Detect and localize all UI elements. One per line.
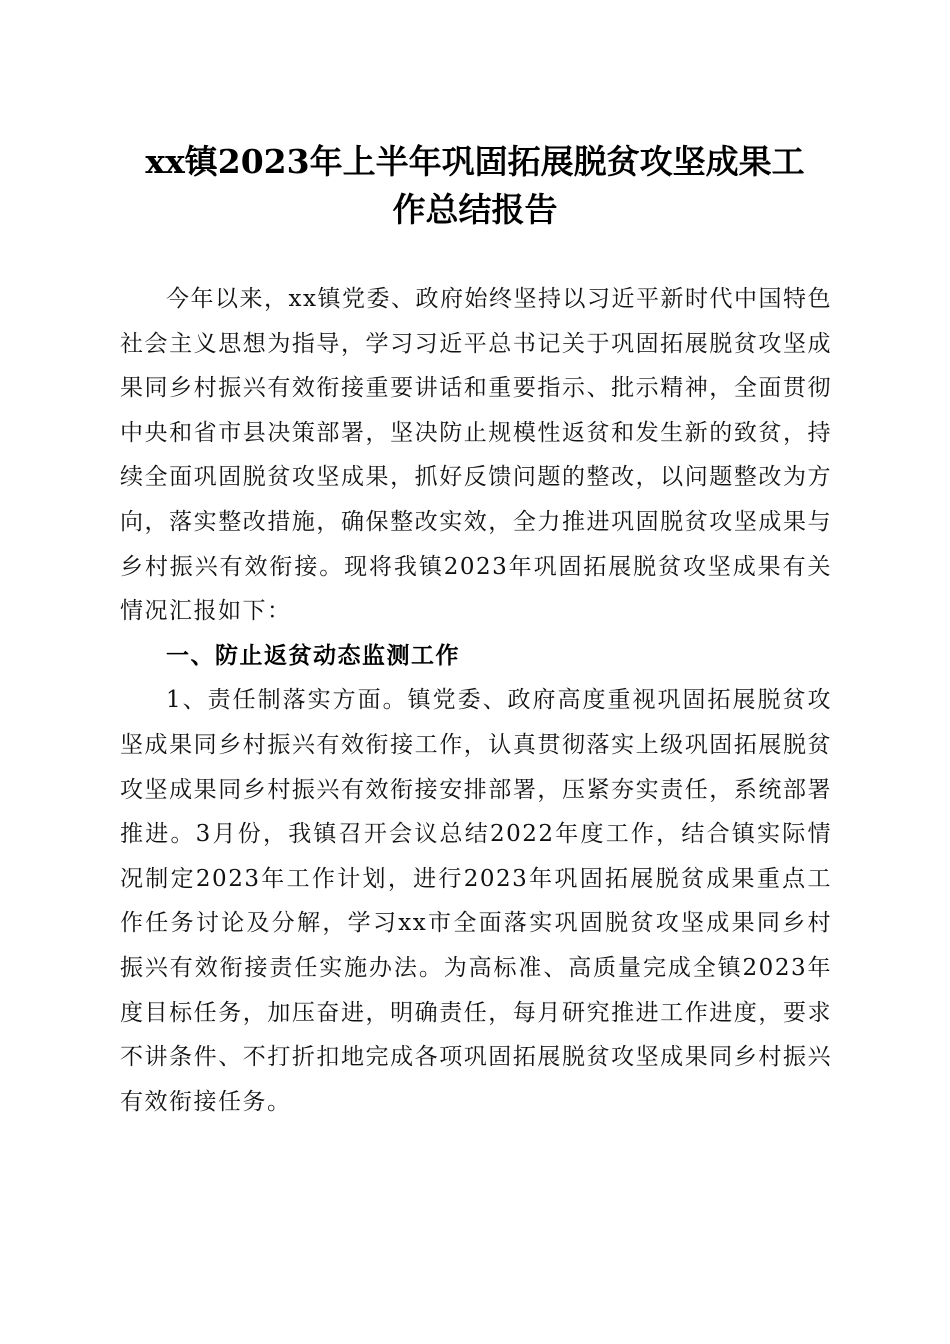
- document-body: [120, 277, 832, 1124]
- intro-paragraph: 今年以来，xx镇党委、政府始终坚持以习近平新时代中国特色社会主义思想为指导，学习习近平总书记关于巩固拓展脱贫攻坚成果同乡村振兴有效衔接重要讲话和重要指示、批示精神，全面贯彻中央和省市县决策部署，坚决防止规模性返贫和发生新的致贫，持续全面巩固脱贫攻坚成果，抓好反馈问题的整改，以问题整改为方向，落实整改措施，确保整改实效，全力推进巩固脱贫攻坚成果与乡村振兴有效衔接。现将我镇2023年巩固拓展脱贫攻坚成果有关情况汇报如下：: [120, 286, 832, 625]
- section-1-paragraph-1: 1、责任制落实方面。镇党委、政府高度重视巩固拓展脱贫攻坚成果同乡村振兴有效衔接工作，认真贯彻落实上级巩固拓展脱贫攻坚成果同乡村振兴有效衔接安排部署，压紧夯实责任，系统部署推进。3月份，我镇召开会议总结2022年度工作，结合镇实际情况制定2023年工作计划，进行2023年巩固拓展脱贫成果重点工作任务讨论及分解，学习xx市全面落实巩固脱贫攻坚成果同乡村振兴有效衔接责任实施办法。为高标准、高质量完成全镇2023年度目标任务，加压奋进，明确责任，每月研究推进工作进度，要求不讲条件、不打折扣地完成各项巩固拓展脱贫攻坚成果同乡村振兴有效衔接任务。: [120, 687, 832, 1115]
- title-line-2: 作总结报告: [392, 190, 558, 229]
- section-heading-1: 一、防止返贫动态监测工作: [166, 642, 460, 669]
- title-line-1: xx镇2023年上半年巩固拓展脱贫攻坚成果工: [145, 142, 805, 181]
- document-title: [110, 138, 840, 234]
